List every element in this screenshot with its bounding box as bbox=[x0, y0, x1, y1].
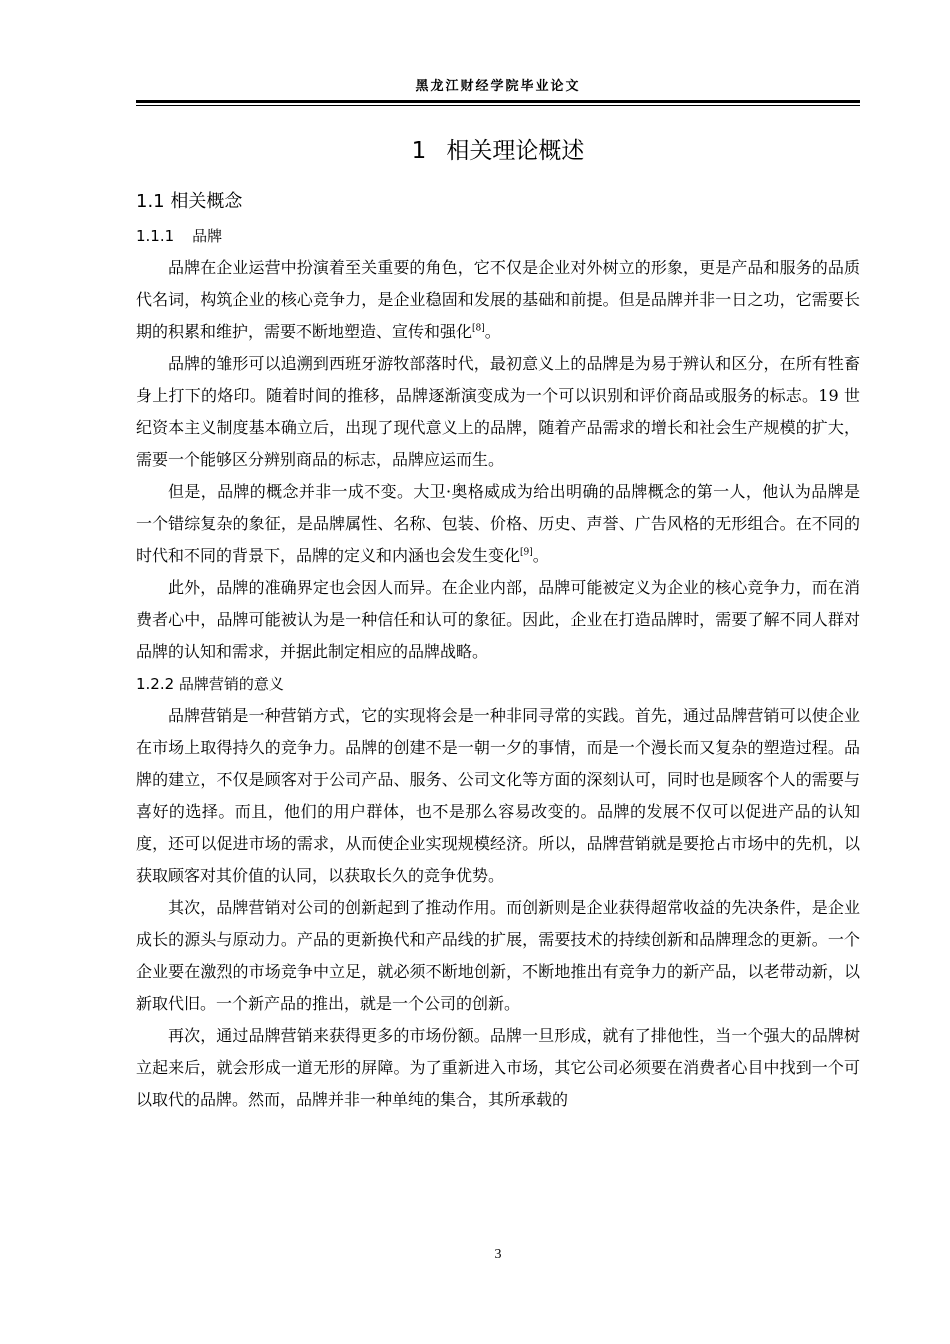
section-heading-1-1-1 bbox=[136, 220, 860, 252]
section-heading-1-1: 1.1 相关概念 bbox=[136, 191, 243, 212]
paragraph-marketing-innovation: 其次，品牌营销对公司的创新起到了推动作用。而创新则是企业获得超常收益的先决条件，是企业成长的源头与原动力。产品的更新换代和产品线的扩展，需要技术的持续创新和品牌理念的更新。一个企业要在激烈的市场竞争中立足，就必须不断地创新，不断地推出有竞争力的新产品，以老带动新，以新取代旧。一个新产品的推出，就是一个公司的创新。 bbox=[136, 898, 860, 1013]
header-rule-thin bbox=[136, 105, 860, 106]
paragraph-end: 。 bbox=[484, 322, 501, 341]
paragraph-brand-role bbox=[136, 252, 860, 348]
running-header: 黑龙江财经学院毕业论文 bbox=[415, 79, 581, 94]
citation-9: [9] bbox=[520, 547, 533, 558]
citation-8: [8] bbox=[472, 323, 485, 334]
paragraph-marketing-significance: 品牌营销是一种营销方式，它的实现将会是一种非同寻常的实践。首先，通过品牌营销可以使企业在市场上取得持久的竞争力。品牌的创建不是一朝一夕的事情，而是一个漫长而又复杂的塑造过程。品牌的建立，不仅是顾客对于公司产品、服务、公司文化等方面的深刻认可，同时也是顾客个人的需要与喜好的选择。而且，他们的用户群体，也不是那么容易改变的。品牌的发展不仅可以促进产品的认知度，还可以促进市场的需求，从而使企业实现规模经济。所以，品牌营销就是要抢占市场中的先机，以获取顾客对其价值的认同，以获取长久的竞争优势。 bbox=[136, 706, 860, 885]
paragraph-text: 品牌在企业运营中扮演着至关重要的角色，它不仅是企业对外树立的形象，更是产品和服务的品质代名词，构筑企业的核心竞争力，是企业稳固和发展的基础和前提。但是品牌并非一日之功，它需要长期的积累和维护，需要不断地塑造、宣传和强化 bbox=[136, 258, 860, 341]
paragraph-end: 。 bbox=[532, 546, 549, 565]
paragraph-marketing-share: 再次，通过品牌营销来获得更多的市场份额。品牌一旦形成，就有了排他性，当一个强大的品牌树立起来后，就会形成一道无形的屏障。为了重新进入市场，其它公司必须要在消费者心目中找到一个可以取代的品牌。然而，品牌并非一种单纯的集合，其所承载的 bbox=[136, 1026, 860, 1109]
section-title: 品牌 bbox=[192, 227, 223, 245]
chapter-number: 1 bbox=[411, 138, 427, 164]
paragraph-brand-definition: 此外，品牌的准确界定也会因人而异。在企业内部，品牌可能被定义为企业的核心竞争力，而在消费者心中，品牌可能被认为是一种信任和认可的象征。因此，企业在打造品牌时，需要了解不同人群对品牌的认知和需求，并据此制定相应的品牌战略。 bbox=[136, 578, 860, 661]
chapter-title-text: 相关理论概述 bbox=[446, 138, 585, 164]
paragraph-brand-origin: 品牌的雏形可以追溯到西班牙游牧部落时代，最初意义上的品牌是为易于辨认和区分，在所有牲畜身上打下的烙印。随着时间的推移，品牌逐渐演变成为一个可以识别和评价商品或服务的标志。19 世纪资本主义制度基本确立后，出现了现代意义上的品牌，随着产品需求的增长和社会生产规模的扩大，需要一个能够区分辨别商品的标志，品牌应运而生。 bbox=[136, 354, 860, 469]
body-content bbox=[136, 184, 860, 1116]
paragraph-text: 但是，品牌的概念并非一成不变。大卫·奥格威成为给出明确的品牌概念的第一人，他认为品牌是一个错综复杂的象征，是品牌属性、名称、包装、价格、历史、声誉、广告风格的无形组合。在不同的时代和不同的背景下，品牌的定义和内涵也会发生变化 bbox=[136, 482, 860, 565]
paragraph-brand-concept bbox=[136, 476, 860, 572]
page-number: 3 bbox=[494, 1247, 502, 1262]
chapter-title bbox=[136, 134, 860, 168]
section-number: 1.1.1 bbox=[136, 227, 175, 245]
header-rule-thick bbox=[136, 100, 860, 103]
section-heading-1-2-2: 1.2.2 品牌营销的意义 bbox=[136, 675, 284, 693]
